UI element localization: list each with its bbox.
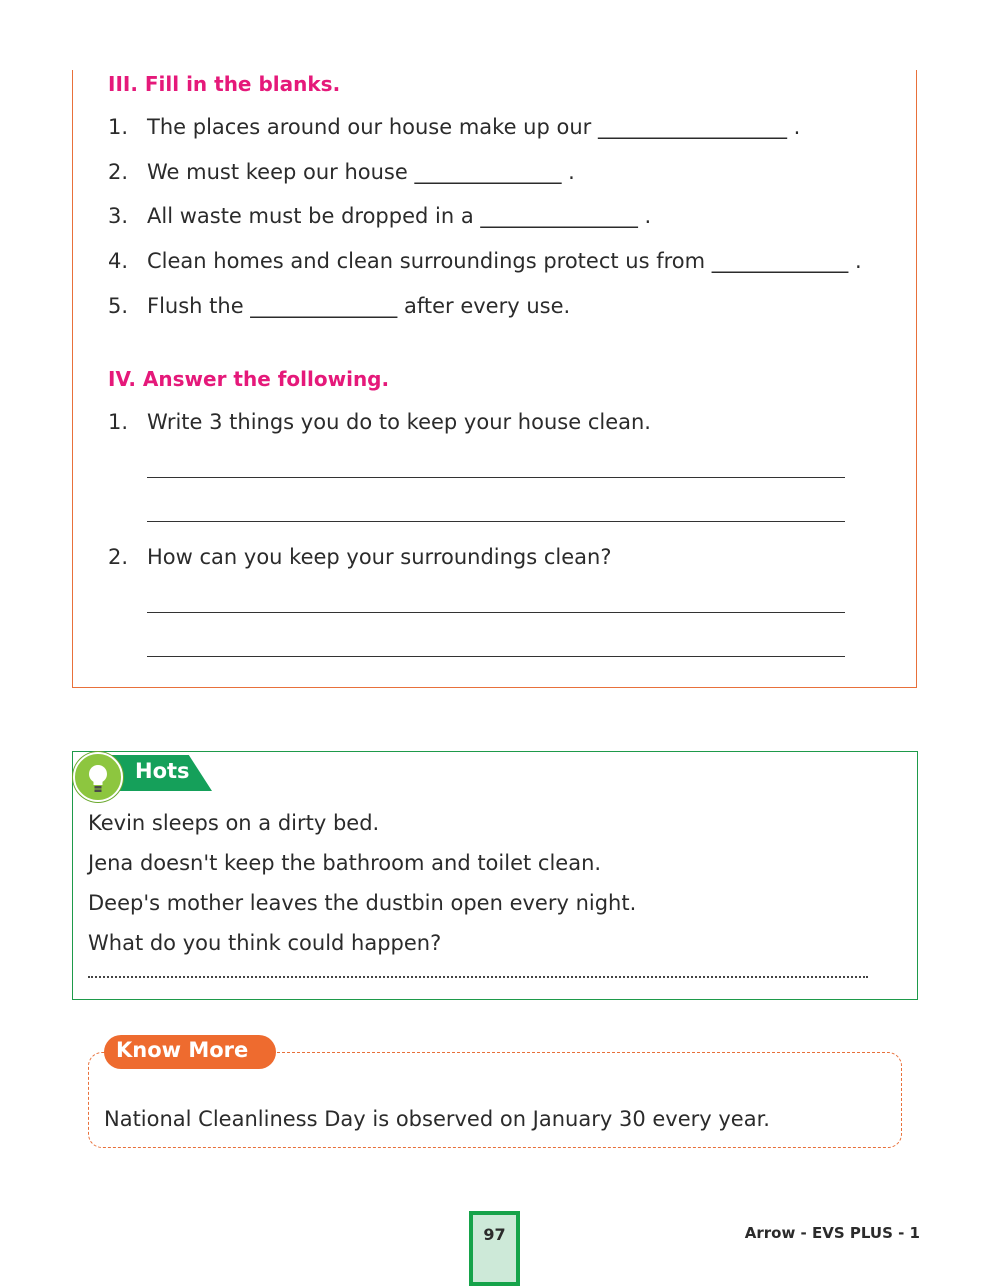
section-4-heading: IV. Answer the following. <box>108 367 390 391</box>
hots-line-2: Jena doesn't keep the bathroom and toilet clean. <box>88 851 602 875</box>
item-text: All waste must be dropped in a _______________ . <box>147 204 652 228</box>
question-item-2 <box>108 545 612 569</box>
item-number: 1. <box>108 115 129 139</box>
know-more-text: National Cleanliness Day is observed on January 30 every year. <box>104 1107 770 1131</box>
fill-blank-item-2 <box>108 160 575 184</box>
item-number: 4. <box>108 249 129 273</box>
know-more-label: Know More <box>116 1038 249 1062</box>
item-text: We must keep our house ______________ . <box>147 160 575 184</box>
answer-line <box>147 521 845 522</box>
dotted-answer-line <box>88 976 868 978</box>
fill-blank-item-5 <box>108 294 570 318</box>
item-number: 5. <box>108 294 129 318</box>
footer-brand: Arrow - EVS PLUS - 1 <box>744 1224 920 1242</box>
question-item-1 <box>108 410 651 434</box>
page-number-box <box>469 1211 520 1286</box>
item-number: 1. <box>108 410 129 434</box>
answer-line <box>147 612 845 613</box>
hots-line-4: What do you think could happen? <box>88 931 442 955</box>
item-text: Flush the ______________ after every use. <box>147 294 571 318</box>
page-number: 97 <box>483 1225 506 1244</box>
item-text: Write 3 things you do to keep your house clean. <box>147 410 651 434</box>
item-text: How can you keep your surroundings clean? <box>147 545 612 569</box>
fill-blank-item-4 <box>108 249 862 273</box>
fill-blank-item-3 <box>108 204 651 228</box>
item-text: Clean homes and clean surroundings protect us from _____________ . <box>147 249 862 273</box>
answer-line <box>147 477 845 478</box>
item-number: 2. <box>108 545 129 569</box>
hots-line-1: Kevin sleeps on a dirty bed. <box>88 811 380 835</box>
answer-line <box>147 656 845 657</box>
lightbulb-icon <box>73 752 123 802</box>
item-text: The places around our house make up our __________________ . <box>147 115 801 139</box>
section-3-heading: III. Fill in the blanks. <box>108 72 341 96</box>
item-number: 3. <box>108 204 129 228</box>
item-number: 2. <box>108 160 129 184</box>
hots-label: Hots <box>135 759 190 783</box>
hots-line-3: Deep's mother leaves the dustbin open every night. <box>88 891 637 915</box>
fill-blank-item-1 <box>108 115 800 139</box>
